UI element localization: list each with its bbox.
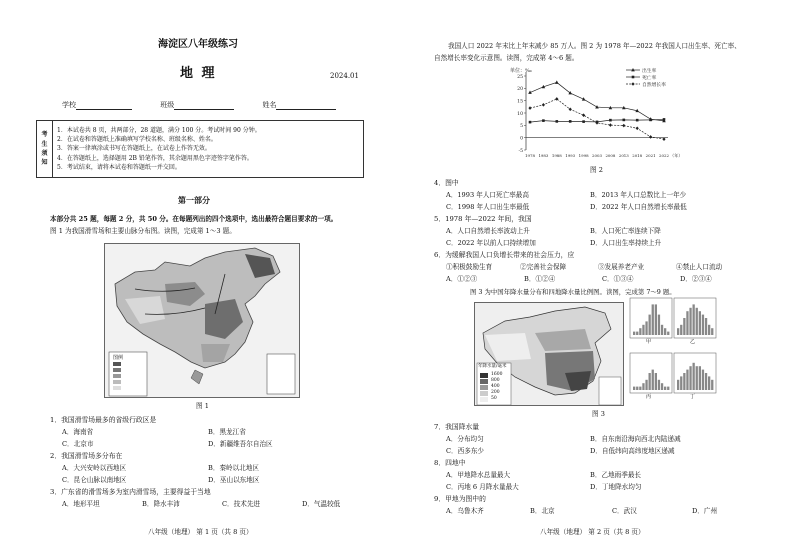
figure1-intro: 图 1 为我国滑雪场和主要山脉分布图。读图，完成第 1～3 题。	[50, 227, 236, 235]
mini-chart-bar	[649, 315, 651, 335]
mini-chart-bar	[677, 328, 679, 335]
mini-label-bing: 丙	[646, 394, 652, 400]
school-label: 学校	[62, 101, 76, 109]
page1-footer: 八年级（地理） 第 1 页（共 8 页）	[148, 528, 253, 536]
x-tick-label: 1988	[551, 153, 562, 158]
data-point	[528, 106, 531, 110]
x-tick-label: 1983	[538, 153, 549, 158]
data-point	[631, 82, 634, 86]
student-info-fields	[62, 101, 336, 110]
q2-option-d[interactable]: D．巫山以东地区	[208, 476, 260, 484]
mini-chart-bar	[699, 311, 701, 335]
mini-chart-bar	[658, 380, 660, 390]
notice-item: 4．在答题纸上，选择题用 2B 铅笔作答，其余题用黑色字迹签字笔作答。	[57, 154, 253, 162]
mini-chart-bar	[702, 315, 704, 335]
mini-chart-bar	[661, 325, 663, 335]
mini-chart-bar	[639, 328, 641, 335]
name-line[interactable]	[276, 103, 336, 110]
q1-option-c[interactable]: C．北京市	[62, 440, 94, 448]
data-point	[569, 120, 572, 123]
q9-option-d[interactable]: D．广州	[692, 507, 718, 515]
subject-title: 地 理	[180, 66, 217, 81]
q6-option-c[interactable]: C．①③④	[602, 275, 634, 283]
section-title: 第一部分	[178, 195, 210, 205]
mini-chart-bar	[705, 373, 707, 390]
data-point	[542, 119, 545, 122]
mini-precip-charts	[628, 296, 718, 408]
data-point	[582, 113, 585, 117]
mini-chart-bar	[642, 383, 644, 390]
q8-option-a[interactable]: A．甲地降水总量最大	[446, 471, 511, 479]
q6-option-d[interactable]: D．②③④	[680, 275, 712, 283]
y-tick-label: 0	[520, 136, 523, 142]
notice-header	[37, 121, 53, 178]
data-point	[542, 103, 545, 107]
class-line[interactable]	[174, 103, 234, 110]
data-point	[632, 76, 635, 79]
legend-label: 自然增长率	[642, 82, 666, 88]
chart-axes	[510, 67, 683, 159]
chart-series	[528, 80, 666, 141]
data-point	[623, 119, 626, 122]
mini-label-ding: 丁	[690, 394, 696, 400]
chart-legend	[626, 67, 666, 88]
class-label: 班级	[160, 101, 175, 109]
q9-stem: 9．甲地为图中的	[434, 495, 486, 503]
data-point	[529, 121, 532, 124]
mini-label-yi: 乙	[690, 339, 696, 345]
mini-chart-bar	[711, 328, 713, 335]
legend-value: 200	[491, 390, 500, 395]
mini-chart-bar	[689, 366, 691, 390]
legend-label: 出生率	[642, 68, 657, 74]
q3-stem: 3．广东省的滑雪场多为室内滑雪场，主要得益于当地	[50, 488, 211, 496]
q4-6-intro-line2: 自然增长率变化示意图。读图，完成第 4～6 题。	[434, 54, 579, 62]
q3-option-c[interactable]: C．技术先进	[222, 500, 261, 508]
q2-option-b[interactable]: B．秦岭以北地区	[208, 464, 260, 472]
mini-chart-bar	[636, 332, 638, 335]
y-axis-label: 单位：‰	[510, 68, 532, 74]
y-tick-label: 15	[517, 99, 523, 105]
q2-stem: 2．我国滑雪场多分布在	[50, 452, 123, 460]
y-tick-label: 10	[517, 111, 523, 117]
legend-value: 50	[491, 396, 497, 401]
figure3-label: 图 3	[592, 410, 605, 418]
mini-chart-bar	[655, 373, 657, 390]
mini-chart-bar	[683, 318, 685, 335]
notice-header-char: 须	[41, 150, 48, 157]
data-point	[556, 120, 559, 123]
x-tick-label: 1998	[578, 153, 589, 158]
mini-chart-bar	[633, 387, 635, 390]
x-tick-label: 2018	[632, 153, 643, 158]
mini-chart-bar	[708, 376, 710, 390]
mini-chart-bar	[664, 387, 666, 390]
q2-option-a[interactable]: A．大兴安岭以西地区	[62, 464, 127, 472]
data-point	[568, 91, 572, 94]
mini-chart-bar	[642, 325, 644, 335]
data-point	[582, 120, 585, 123]
mini-chart-bar	[689, 308, 691, 335]
series-line	[530, 99, 664, 139]
mini-chart-bar	[655, 304, 657, 335]
q6-option-b[interactable]: B．①②④	[524, 275, 556, 283]
y-tick-label: 20	[517, 87, 523, 93]
q1-stem: 1．我国滑雪场最多的省级行政区是	[50, 416, 157, 424]
school-line[interactable]	[76, 103, 132, 110]
mini-charts-graphic	[628, 296, 718, 400]
mini-chart-bar	[683, 373, 685, 390]
q8-option-d[interactable]: D．丁地降水均匀	[590, 483, 642, 491]
data-point	[595, 105, 599, 108]
mini-chart-bar	[652, 304, 654, 335]
q7-option-d[interactable]: D．自低纬向高纬度地区递减	[590, 447, 675, 455]
q3-option-d[interactable]: D．气温较低	[302, 500, 341, 508]
legend-value: 1600	[491, 372, 503, 377]
q5-stem: 5．1978 年—2022 年间，我国	[434, 215, 532, 223]
mini-chart-bar	[680, 376, 682, 390]
figure1-label: 图 1	[196, 402, 209, 410]
data-point	[636, 126, 639, 130]
q5-option-c[interactable]: C．2022 年以前人口持续增加	[446, 239, 536, 247]
q4-option-c[interactable]: C．1998 年人口出生率最低	[446, 203, 530, 211]
data-point	[649, 119, 652, 122]
mini-chart-bar	[664, 328, 666, 335]
china-map-graphic	[105, 244, 300, 398]
mini-chart-bar	[645, 321, 647, 335]
q7-option-b[interactable]: B．自东南沿海向西北内陆递减	[590, 435, 681, 443]
q1-option-d[interactable]: D．新疆维吾尔自治区	[208, 440, 273, 448]
x-tick-label: 2008	[605, 153, 616, 158]
mini-chart-bar	[645, 380, 647, 390]
x-tick-label: 2022	[659, 153, 669, 158]
mini-chart-bar	[661, 383, 663, 390]
precip-legend-title: 年降水量/毫米	[478, 364, 507, 369]
data-point	[649, 135, 652, 139]
mini-chart-bar	[633, 332, 635, 335]
q1-option-a[interactable]: A．海南省	[62, 428, 94, 436]
notice-header-char: 生	[41, 140, 48, 148]
q5-option-a[interactable]: A．人口自然增长率波动上升	[446, 227, 530, 235]
exam-title: 海淀区八年级练习	[158, 39, 238, 50]
q5-option-b[interactable]: B．人口死亡率连续下降	[590, 227, 661, 235]
q6-item-4: ④禁止人口流动	[676, 263, 723, 271]
population-rate-chart	[508, 64, 692, 168]
y-tick-label: 5	[520, 124, 523, 130]
data-point	[569, 108, 572, 112]
x-tick-label: 1978	[525, 153, 535, 158]
x-tick-label: 2013	[618, 153, 629, 158]
x-tick-label: 2003	[592, 153, 602, 158]
q4-option-a[interactable]: A．1993 年人口死亡率最高	[446, 191, 529, 199]
mini-chart-bar	[652, 370, 654, 390]
mini-chart-bar	[667, 387, 669, 390]
precip-legend-values	[491, 372, 502, 402]
data-point	[609, 123, 612, 127]
q5-option-d[interactable]: D．人口出生率持续上升	[590, 239, 662, 247]
figure3-intro: 图 3 为中国年降水量分布和四地降水量比例图。读图，完成第 7～9 题。	[470, 288, 676, 296]
notice-table	[36, 120, 364, 178]
mini-chart-bar	[658, 315, 660, 335]
mini-chart-bar	[711, 380, 713, 390]
q6-stem: 6．为缓解我国人口负增长带来的社会压力，应	[434, 251, 575, 259]
notice-item: 3．答案一律填涂或书写在答题纸上，在试卷上作答无效。	[57, 145, 211, 153]
data-point	[636, 119, 639, 122]
notice-header-char: 考	[41, 131, 48, 139]
q7-option-a[interactable]: A．分布均匀	[446, 435, 484, 443]
q3-option-b[interactable]: B．降水丰沛	[142, 500, 180, 508]
q2-option-c[interactable]: C．昆仑山脉以南地区	[62, 476, 127, 484]
section-intro: 本部分共 25 题，每题 2 分，共 50 分。在每题列出的四个选项中，选出最符合题目要求的一项。	[50, 215, 338, 223]
precipitation-map	[474, 302, 624, 406]
data-point	[555, 80, 559, 83]
exam-date: 2024.01	[330, 72, 359, 80]
notice-item: 1．本试卷共 8 页，共两部分，28 道题，满分 100 分。考试时间 90 分钟。	[57, 126, 261, 134]
q9-option-a[interactable]: A．乌鲁木齐	[446, 507, 484, 515]
q4-6-intro-line1: 我国人口 2022 年末比上年末减少 85 万人。图 2 为 1978 年—2022 年我国人口出生率、死亡率、	[448, 42, 741, 50]
mini-chart-bar	[702, 370, 704, 390]
legend-value: 800	[491, 378, 500, 383]
q7-option-c[interactable]: C．西多东少	[446, 447, 485, 455]
y-tick-label: -5	[518, 148, 523, 154]
q4-option-d[interactable]: D．2022 年人口自然增长率最低	[590, 203, 687, 211]
mini-chart-bar	[667, 332, 669, 335]
q6-item-1: ①积极鼓励生育	[446, 263, 493, 271]
data-point	[663, 118, 666, 121]
q8-stem: 8．四地中	[434, 459, 466, 467]
data-point	[622, 124, 625, 128]
mini-chart-bar	[636, 387, 638, 390]
q1-option-b[interactable]: B．黑龙江省	[208, 428, 246, 436]
map-legend-title: 图例	[113, 355, 124, 361]
china-ski-map	[104, 243, 300, 398]
notice-items	[53, 121, 364, 178]
notice-item: 5．考试结束，请将本试卷和答题纸一并交回。	[57, 163, 181, 171]
notice-item: 2．在试卷和答题纸上准确填写学校名称、班级名称、姓名。	[57, 136, 217, 144]
mini-chart-bar	[686, 311, 688, 335]
q9-option-b[interactable]: B．北京	[530, 507, 555, 515]
x-axis-label: （年）	[670, 153, 683, 158]
mini-chart-bar	[696, 366, 698, 390]
notice-header-char: 知	[41, 159, 48, 167]
q9-option-c[interactable]: C．武汉	[612, 507, 637, 515]
legend-value: 400	[491, 384, 500, 389]
q8-option-b[interactable]: B．乙地雨季最长	[590, 471, 642, 479]
mini-chart-bar	[639, 387, 641, 390]
legend-label: 死亡率	[642, 75, 657, 81]
mini-chart-bar	[693, 304, 695, 335]
series-line	[530, 82, 664, 120]
q6-item-2: ②完善社会保障	[520, 263, 567, 271]
q6-option-a[interactable]: A．①②③	[446, 275, 478, 283]
mini-label-jia: 甲	[646, 339, 652, 345]
name-label: 姓名	[262, 101, 277, 109]
mini-chart-bar	[705, 318, 707, 335]
q3-option-a[interactable]: A．地形平坦	[62, 500, 100, 508]
mini-chart-bar	[686, 370, 688, 390]
data-point	[609, 119, 612, 122]
q6-item-3: ③发展养老产业	[598, 263, 645, 271]
q8-option-c[interactable]: C．丙地 6 月降水量最大	[446, 483, 519, 491]
mini-chart-bar	[680, 325, 682, 335]
mini-chart-bar	[699, 366, 701, 390]
page2-footer: 八年级（地理） 第 2 页（共 8 页）	[540, 528, 645, 536]
q7-stem: 7．我国降水量	[434, 423, 480, 431]
mini-chart-bar	[708, 325, 710, 335]
figure2-label: 图 2	[590, 166, 603, 174]
q4-stem: 4．图中	[434, 179, 459, 187]
mini-chart-bar	[677, 380, 679, 390]
mini-chart-bar	[696, 308, 698, 335]
x-tick-label: 1993	[565, 153, 576, 158]
mini-chart-bar	[649, 373, 651, 390]
x-tick-label: 2021	[645, 153, 656, 158]
q4-option-b[interactable]: B．2013 年人口总数比上一年少	[590, 191, 687, 199]
y-tick-label: 25	[517, 74, 523, 80]
mini-chart-bar	[693, 363, 695, 390]
